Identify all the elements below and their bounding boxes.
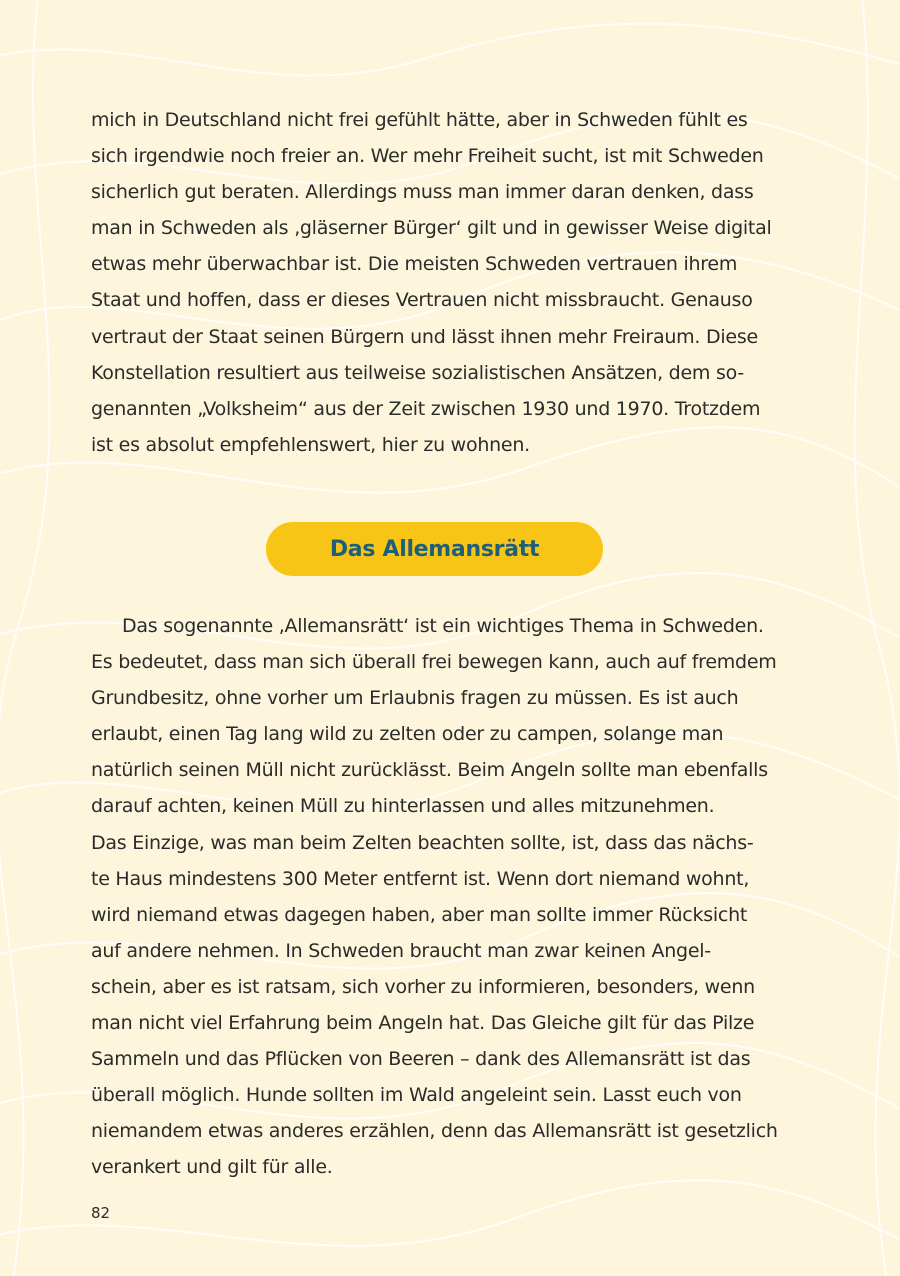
text-line: Das Einzige, was man beim Zelten beachten sollte, ist, dass das nächs- [91, 831, 754, 854]
text-line: auf andere nehmen. In Schweden braucht man zwar keinen Angel- [91, 939, 711, 962]
text-line: vertraut der Staat seinen Bürgern und lässt ihnen mehr Freiraum. Diese [91, 325, 758, 348]
text-line: Grundbesitz, ohne vorher um Erlaubnis fragen zu müssen. Es ist auch [91, 687, 739, 710]
text-line: wird niemand etwas dagegen haben, aber man sollte immer Rücksicht [91, 903, 748, 926]
text-line: überall möglich. Hunde sollten im Wald angeleint sein. Lasst euch von [91, 1084, 742, 1107]
text-line: natürlich seinen Müll nicht zurücklässt. Beim Angeln sollte man ebenfalls [91, 759, 768, 782]
text-line: genannten „Volksheim“ aus der Zeit zwischen 1930 und 1970. Trotzdem [91, 397, 761, 420]
text-line: ist es absolut empfehlenswert, hier zu wohnen. [91, 433, 530, 456]
page-number: 82 [91, 1204, 111, 1222]
text-line: man nicht viel Erfahrung beim Angeln hat. Das Gleiche gilt für das Pilze [91, 1012, 755, 1035]
text-line: darauf achten, keinen Müll zu hinterlassen und alles mitzunehmen. [91, 795, 715, 818]
text-line: Staat und hoffen, dass er dieses Vertrauen nicht missbraucht. Genauso [91, 289, 753, 312]
text-line: Sammeln und das Pflücken von Beeren – dank des Allemansrätt ist das [91, 1048, 751, 1071]
text-line: sicherlich gut beraten. Allerdings muss man immer daran denken, dass [91, 181, 754, 204]
text-line: man in Schweden als ‚gläserner Bürger‘ gilt und in gewisser Weise digital [91, 217, 772, 240]
paragraph-allemansraett [91, 608, 791, 1186]
text-line: Es bedeutet, dass man sich überall frei bewegen kann, auch auf fremdem [91, 651, 777, 674]
text-line: sich irgendwie noch freier an. Wer mehr Freiheit sucht, ist mit Schweden [91, 145, 764, 168]
text-line: erlaubt, einen Tag lang wild zu zelten oder zu campen, solange man [91, 723, 724, 746]
text-line: etwas mehr überwachbar ist. Die meisten Schweden vertrauen ihrem [91, 253, 738, 276]
paragraph-freedom [91, 102, 791, 463]
text-line: Das sogenannte ‚Allemansrätt‘ ist ein wichtiges Thema in Schweden. [122, 615, 764, 637]
section-heading: Das Allemansrätt [329, 536, 540, 562]
text-line: verankert und gilt für alle. [91, 1156, 333, 1179]
text-line: niemandem etwas anderes erzählen, denn das Allemansrätt ist gesetzlich [91, 1120, 778, 1143]
text-line: te Haus mindestens 300 Meter entfernt ist. Wenn dort niemand wohnt, [91, 867, 750, 890]
text-line: schein, aber es ist ratsam, sich vorher zu informieren, besonders, wenn [91, 975, 755, 998]
text-line: Konstellation resultiert aus teilweise sozialistischen Ansätzen, dem so- [91, 361, 744, 384]
text-line: mich in Deutschland nicht frei gefühlt hätte, aber in Schweden fühlt es [91, 109, 748, 131]
section-heading-pill [266, 522, 603, 576]
